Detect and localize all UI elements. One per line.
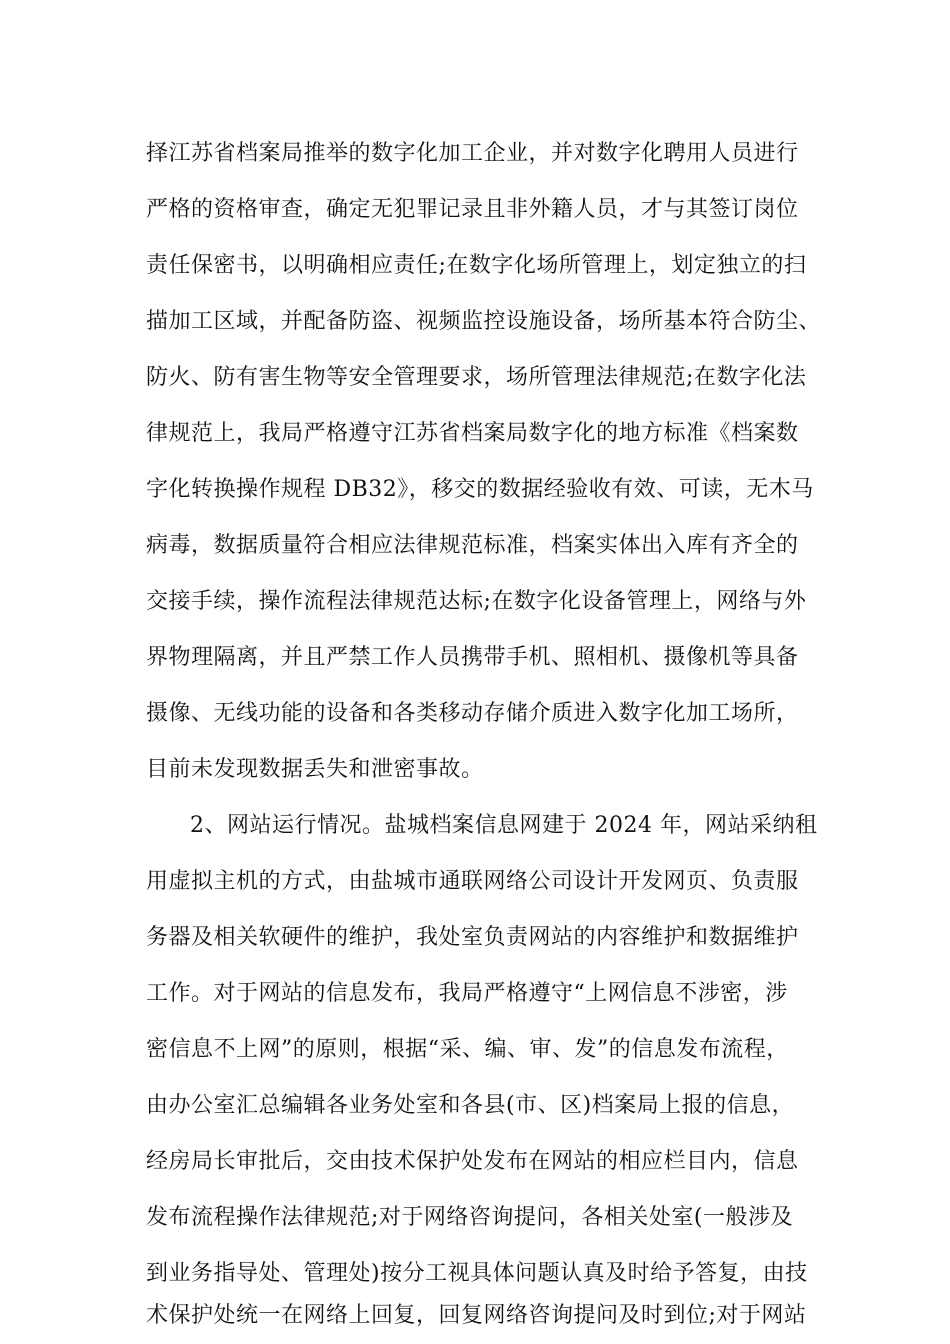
text-line: 工作。对于网站的信息发布，我局严格遵守“上网信息不涉密，涉 [146, 981, 788, 1006]
text-line: 严格的资格审查，确定无犯罪记录且非外籍人员，才与其签订岗位 [146, 197, 799, 222]
paragraph-first-line: 2、网站运行情况。盐城档案信息网建于 2024 年，网站采纳租 [190, 813, 818, 838]
text-line: 律规范上，我局严格遵守江苏省档案局数字化的地方标准《档案数 [146, 421, 799, 446]
text-line: 病毒，数据质量符合相应法律规范标准，档案实体出入库有齐全的 [146, 533, 799, 558]
text-line: 责任保密书，以明确相应责任;在数字化场所管理上，划定独立的扫 [146, 253, 807, 278]
text-line: 目前未发现数据丢失和泄密事故。 [146, 757, 484, 782]
text-line: 防火、防有害生物等安全管理要求，场所管理法律规范;在数字化法 [146, 365, 807, 390]
text-line: 发布流程操作法律规范;对于网络咨询提问，各相关处室(一般涉及 [146, 1205, 793, 1230]
text-line: 到业务指导处、管理处)按分工视具体问题认真及时给予答复，由技 [146, 1261, 808, 1286]
text-line: 择江苏省档案局推举的数字化加工企业，并对数字化聘用人员进行 [146, 141, 799, 166]
text-line: 摄像、无线功能的设备和各类移动存储介质进入数字化加工场所， [146, 701, 799, 726]
text-line: 界物理隔离，并且严禁工作人员携带手机、照相机、摄像机等具备 [146, 645, 799, 670]
text-line: 由办公室汇总编辑各业务处室和各县(市、区)档案局上报的信息， [146, 1093, 795, 1118]
text-line: 字化转换操作规程 DB32》，移交的数据经验收有效、可读，无木马 [146, 477, 814, 502]
text-line: 描加工区域，并配备防盗、视频监控设施设备，场所基本符合防尘、 [146, 309, 822, 334]
text-line: 用虚拟主机的方式，由盐城市通联网络公司设计开发网页、负责服 [146, 869, 799, 894]
text-line: 密信息不上网”的原则，根据“采、编、审、发”的信息发布流程， [146, 1037, 789, 1062]
text-line: 交接手续，操作流程法律规范达标;在数字化设备管理上，网络与外 [146, 589, 807, 614]
text-line: 术保护处统一在网络上回复，回复网络咨询提问及时到位;对于网站 [146, 1303, 807, 1328]
text-line: 经房局长审批后，交由技术保护处发布在网站的相应栏目内，信息 [146, 1149, 799, 1174]
text-line: 务器及相关软硬件的维护，我处室负责网站的内容维护和数据维护 [146, 925, 799, 950]
